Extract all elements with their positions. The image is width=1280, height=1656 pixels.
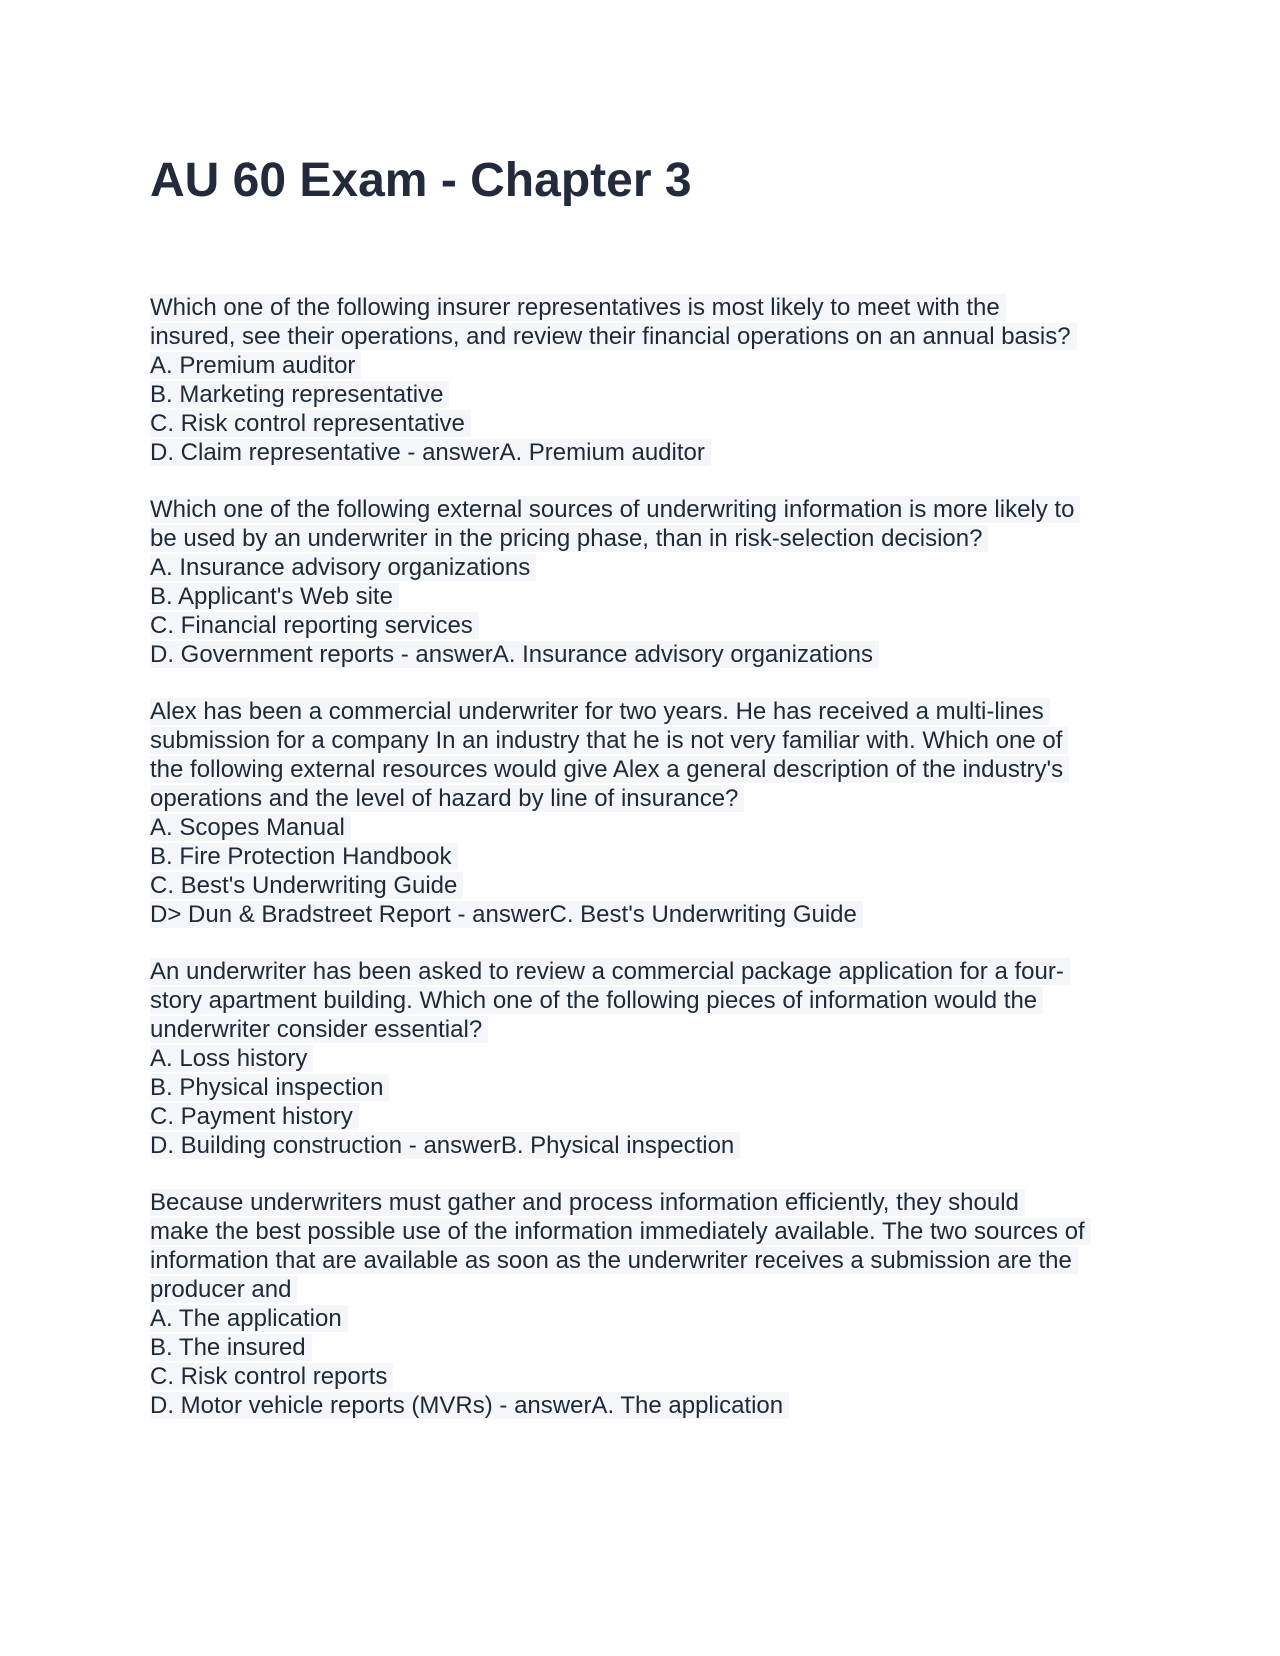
question-text-line: Because underwriters must gather and process information efficiently, they should <box>150 1188 1150 1217</box>
question-block-3 <box>150 697 1150 929</box>
answer-option: B. The insured <box>150 1333 1150 1362</box>
answer-option: A. Insurance advisory organizations <box>150 553 1150 582</box>
question-block-4 <box>150 957 1150 1160</box>
question-text-line: Which one of the following external sources of underwriting information is more likely to <box>150 495 1150 524</box>
question-text-line: operations and the level of hazard by line of insurance? <box>150 784 1150 813</box>
question-block-2 <box>150 495 1150 669</box>
question-text-line: underwriter consider essential? <box>150 1015 1150 1044</box>
answer-option: B. Fire Protection Handbook <box>150 842 1150 871</box>
question-text-line: submission for a company In an industry that he is not very familiar with. Which one of <box>150 726 1150 755</box>
answer-option-with-key: D. Government reports - answerA. Insurance advisory organizations <box>150 640 1150 669</box>
question-text-line: Which one of the following insurer representatives is most likely to meet with the <box>150 293 1150 322</box>
answer-option-with-key: D. Building construction - answerB. Physical inspection <box>150 1131 1150 1160</box>
question-text-line: the following external resources would give Alex a general description of the industry's <box>150 755 1150 784</box>
answer-option-with-key: D. Claim representative - answerA. Premium auditor <box>150 438 1150 467</box>
answer-option: A. The application <box>150 1304 1150 1333</box>
answer-option: C. Best's Underwriting Guide <box>150 871 1150 900</box>
question-list <box>150 293 1150 1448</box>
answer-option: B. Physical inspection <box>150 1073 1150 1102</box>
answer-option: C. Risk control reports <box>150 1362 1150 1391</box>
answer-option: B. Marketing representative <box>150 380 1150 409</box>
page-title: AU 60 Exam - Chapter 3 <box>150 154 692 207</box>
answer-option: A. Scopes Manual <box>150 813 1150 842</box>
answer-option: C. Risk control representative <box>150 409 1150 438</box>
answer-option: B. Applicant's Web site <box>150 582 1150 611</box>
answer-option-with-key: D. Motor vehicle reports (MVRs) - answerA. The application <box>150 1391 1150 1420</box>
question-text-line: producer and <box>150 1275 1150 1304</box>
question-text-line: Alex has been a commercial underwriter for two years. He has received a multi-lines <box>150 697 1150 726</box>
answer-option: C. Financial reporting services <box>150 611 1150 640</box>
question-text-line: be used by an underwriter in the pricing phase, than in risk-selection decision? <box>150 524 1150 553</box>
question-text-line: make the best possible use of the information immediately available. The two sources of <box>150 1217 1150 1246</box>
answer-option: C. Payment history <box>150 1102 1150 1131</box>
question-text-line: story apartment building. Which one of the following pieces of information would the <box>150 986 1150 1015</box>
question-block-1 <box>150 293 1150 467</box>
question-text-line: information that are available as soon as the underwriter receives a submission are the <box>150 1246 1150 1275</box>
question-text-line: insured, see their operations, and review their financial operations on an annual basis? <box>150 322 1150 351</box>
answer-option-with-key: D> Dun & Bradstreet Report - answerC. Best's Underwriting Guide <box>150 900 1150 929</box>
answer-option: A. Premium auditor <box>150 351 1150 380</box>
answer-option: A. Loss history <box>150 1044 1150 1073</box>
question-block-5 <box>150 1188 1150 1420</box>
question-text-line: An underwriter has been asked to review a commercial package application for a four- <box>150 957 1150 986</box>
